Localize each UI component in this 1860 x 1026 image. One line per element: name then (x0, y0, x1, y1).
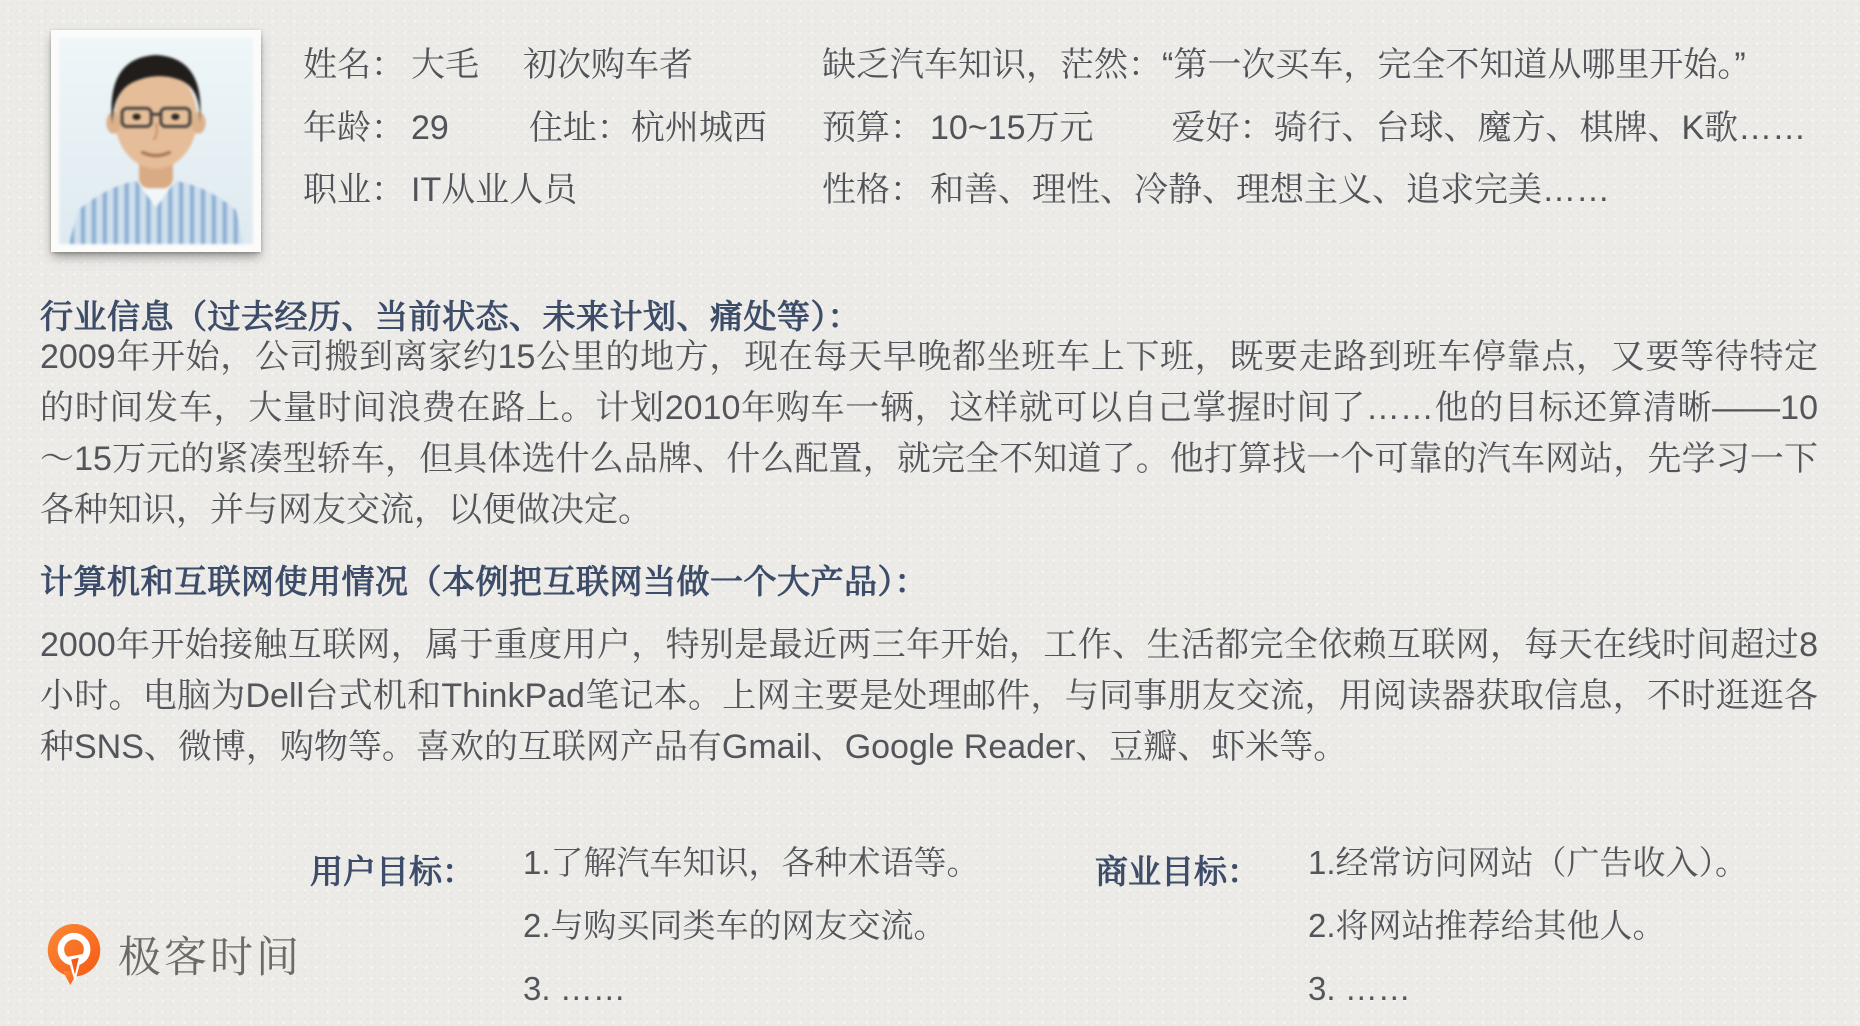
business-goals-list (1308, 844, 1748, 1026)
industry-info-heading: 行业信息（过去经历、当前状态、未来计划、痛处等）： (40, 298, 861, 335)
industry-info-paragraph: 2009年开始，公司搬到离家约15公里的地方，现在每天早晚都坐班车上下班，既要走路到班车停靠点，又要等待特定的时间发车，大量时间浪费在路上。计划2010年购车一辆，这样就可以自己掌握时间了……他的目标还算清晰——10～15万元的紧凑型轿车，但具体选什么品牌、什么配置，就完全不知道了。他打算找一个可靠的汽车网站，先学习一下各种知识，并与网友交流，以便做决定。 (40, 338, 1818, 529)
occupation-label: 职业： (303, 171, 405, 209)
internet-usage-paragraph: 2000年开始接触互联网，属于重度用户，特别是最近两三年开始，工作、生活都完全依赖互联网，每天在线时间超过8小时。电脑为Dell台式机和ThinkPad笔记本。上网主要是处理邮件，与同事朋友交流，用阅读器获取信息，不时逛逛各种SNS、微博，购物等。喜欢的互联网产品有Gmail、Google Reader、豆瓣、虾米等。 (40, 626, 1818, 766)
budget-value: 10~15万元 (930, 109, 1094, 147)
occupation-row (303, 170, 577, 210)
occupation-value: IT从业人员 (411, 171, 578, 209)
address-label: 住址： (528, 109, 631, 147)
user-goals-label: 用户目标： (310, 853, 475, 890)
business-goals-label: 商业目标： (1095, 853, 1260, 890)
geektime-logo-icon (44, 922, 104, 986)
buyer-type: 初次购车者 (523, 46, 693, 84)
business-goal-item: 1.经常访问网站（广告收入）。 (1308, 844, 1749, 881)
hobbies-value: 骑行、台球、魔方、棋牌、K歌…… (1273, 109, 1807, 147)
user-goal-item: 3. …… (523, 970, 626, 1007)
hobbies-label: 爱好： (1171, 109, 1274, 147)
business-goal-item: 2.将网站推荐给其他人。 (1308, 907, 1666, 944)
geektime-logo (44, 922, 302, 986)
personality-value: 和善、理性、冷静、理想主义、追求完美…… (930, 171, 1610, 209)
age-value: 29 (411, 109, 449, 147)
geektime-logo-text: 极客时间 (118, 933, 302, 982)
personality-row (822, 170, 1610, 210)
profile-photo-illustration (59, 38, 253, 244)
internet-usage-heading: 计算机和互联网使用情况（本例把互联网当做一个大产品）： (40, 563, 928, 600)
budget-hobby-row (822, 108, 1806, 148)
user-goals-list (523, 844, 980, 1026)
user-goal-item: 1.了解汽车知识，各种术语等。 (523, 844, 980, 881)
budget-label: 预算： (822, 109, 924, 147)
name-value: 大毛 (411, 46, 479, 84)
age-address-row (303, 108, 767, 148)
name-row (303, 45, 693, 85)
profile-photo (51, 30, 261, 252)
name-label: 姓名： (303, 46, 405, 84)
user-goal-item: 2.与购买同类车的网友交流。 (523, 907, 947, 944)
age-label: 年龄： (303, 109, 405, 147)
address-value: 杭州城西 (630, 109, 767, 147)
business-goal-item: 3. …… (1308, 970, 1411, 1007)
pain-point-row (822, 45, 1746, 85)
personality-label: 性格： (822, 171, 924, 209)
pain-point-quote: 缺乏汽车知识，茫然：“第一次买车，完全不知道从哪里开始。” (822, 46, 1746, 84)
